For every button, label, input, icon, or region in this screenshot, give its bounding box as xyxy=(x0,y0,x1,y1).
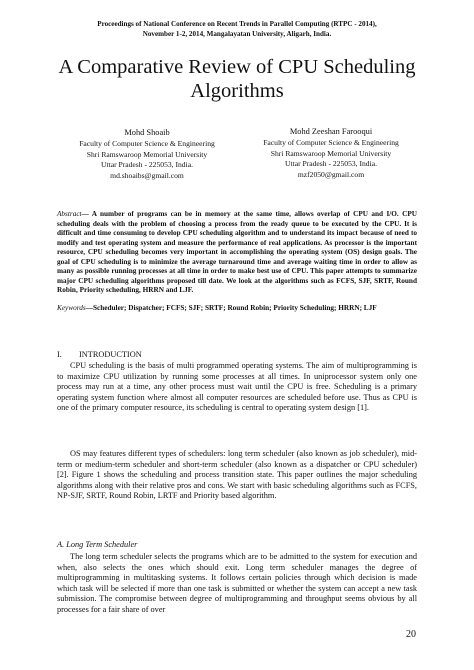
author-block-1 xyxy=(52,127,242,181)
intro-paragraph-1 xyxy=(57,361,417,414)
abstract-label: Abstract xyxy=(57,210,82,218)
author-email[interactable]: mzf2050@gmail.com xyxy=(297,169,365,179)
abstract xyxy=(57,210,417,296)
keywords xyxy=(57,304,417,314)
author-address: Uttar Pradesh - 225053, India. xyxy=(285,159,377,169)
conference-header-line2: November 1-2, 2014, Mangalayatan University, Aligarh, India. xyxy=(142,29,332,38)
author-address: Uttar Pradesh - 225053, India. xyxy=(101,160,193,170)
paper-title xyxy=(30,55,444,103)
intro-paragraph-2-text: OS may features different types of schedulers: long term scheduler (also known as job scheduler), mid-term or medium-term scheduler and short-term scheduler (also known as a dispatcher or CPU scheduler) [2]. Figure 1 shows the scheduling and process transition state. This paper outlines the major scheduling algorithms along with their relative pros and cons. We start with basic scheduling algorithms such as FCFS, NP-SJF, SRTF, Round Robin, LRTF and Priority based algorithm. xyxy=(57,449,417,501)
intro-paragraph-2 xyxy=(57,449,417,502)
author-university: Shri Ramswaroop Memorial University xyxy=(270,148,392,158)
author-name: Mohd Zeeshan Farooqui xyxy=(289,127,373,136)
paper-title-line1: A Comparative Review of CPU Scheduling xyxy=(58,56,416,78)
subsection-paragraph xyxy=(57,552,417,616)
section-number: I. xyxy=(57,350,62,359)
conference-header xyxy=(40,20,434,39)
author-name: Mohd Shoaib xyxy=(124,128,170,137)
subsection-paragraph-text: The long term scheduler selects the programs which are to be admitted to the system for execution and when, also selects the ones which should exit. Long term scheduler manages the degree of multiprogramming in multitasking systems. It follows certain policies through which decision is made which task will be selected if more than one task is submitted or whether the system can accept a new task submission. The compromise between degree of multiprogramming and throughput seems obvious by all processes for a fair share of over xyxy=(57,552,417,614)
keywords-text: —Scheduler; Dispatcher; FCFS; SJF; SRTF; Round Robin; Priority Scheduling; HRRN; LJF xyxy=(85,304,377,312)
page-number: 20 xyxy=(406,629,416,640)
subsection-heading: A. Long Term Scheduler xyxy=(57,540,138,549)
author-department: Faculty of Computer Science & Engineering xyxy=(263,138,399,147)
author-block-2 xyxy=(236,126,426,180)
section-title: INTRODUCTION xyxy=(79,350,142,359)
author-university: Shri Ramswaroop Memorial University xyxy=(86,149,208,159)
keywords-label: Keywords xyxy=(57,304,86,312)
paper-title-line2: Algorithms xyxy=(190,80,284,102)
section-heading xyxy=(57,349,142,360)
conference-header-line1: Proceedings of National Conference on Recent Trends in Parallel Computing (RTPC - 2014), xyxy=(97,20,377,28)
author-department: Faculty of Computer Science & Engineering xyxy=(79,139,215,148)
intro-paragraph-1-text: CPU scheduling is the basis of multi programmed operating systems. The aim of multiprogramming is to maximize CPU utilization by running some processes at all times. In uniprocessor system only one process may run at a time, any other process must wait until the CPU is free. Scheduling is a primary operating system function where almost all computer resources are scheduled before use. Thus as CPU is one of the primary computer resource, its scheduling is central to operating system design [1]. xyxy=(57,361,417,413)
author-email[interactable]: md.shoaibs@gmail.com xyxy=(110,170,184,180)
abstract-text: — A number of programs can be in memory at the same time, allows overlap of CPU and I/O. CPU scheduling deals with the problem of choosing a process from the ready queue to be executed by the CPU. It is difficult and time consuming to develop CPU scheduling algorithm and to understand its impact because of need to modify and test operating system and measure the performance of real applications. As processor is the important resource, CPU scheduling becomes very important in accomplishing the operating system (OS) design goals. The goal of CPU scheduling is to minimize the average turnaround time and average waiting time in order to allow as many as possible running processes at all time in order to make best use of CPU. This paper attempts to summarize major CPU scheduling algorithms proposed till date. We look at the algorithms such as FCFS, SJF, SRTF, Round Robin, Priority scheduling, HRRN and LJF. xyxy=(57,210,417,295)
